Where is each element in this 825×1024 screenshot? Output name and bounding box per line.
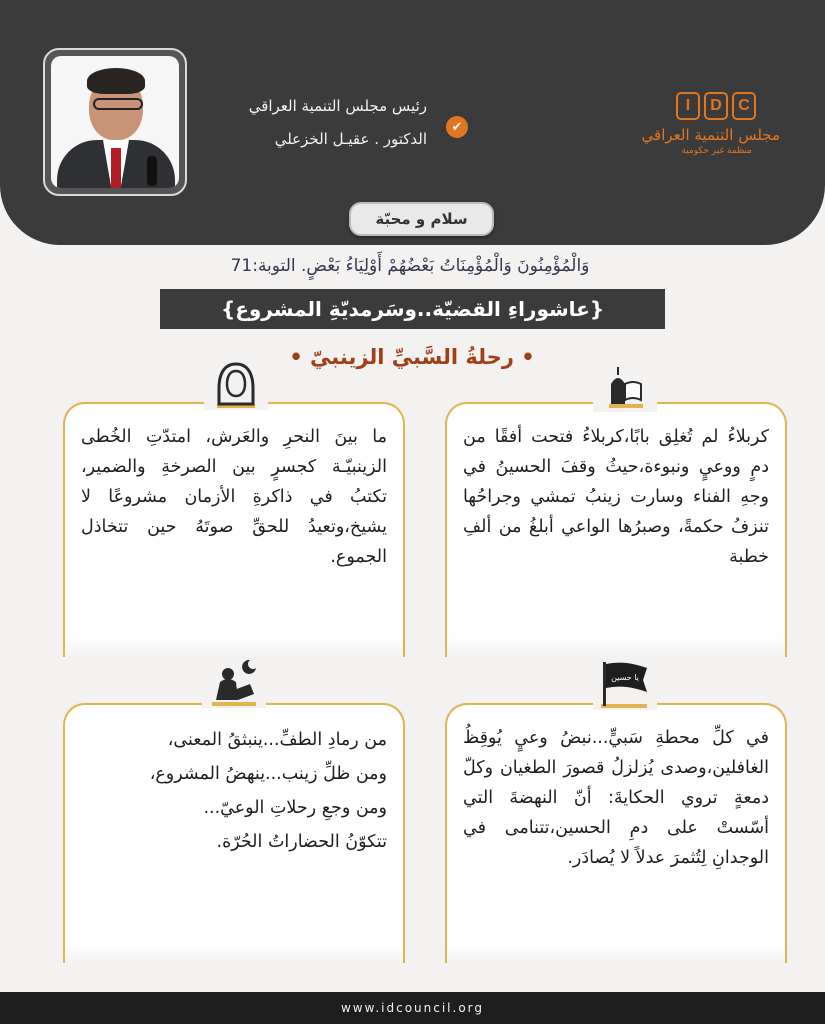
card-text: في كلِّ محطةِ سَبيٍّ...نبضُ وعيٍ يُوقِظُ الغافلين،وصدى يُزلزلُ قصورَ الطغيان وكلّ دمعةٍ تروي الحكايةَ: أنّ النهضةَ التي أسّستْ على دمِ الحسين،تتنامى في الوجدانِ لِتُثمرَ عدلاً لا يُصادَر. (463, 728, 769, 868)
logo-name: مجلس التنمية العراقي (641, 126, 780, 144)
card-bottom-right (445, 703, 787, 963)
flag-text: يا حسين (611, 673, 639, 682)
flag-icon (593, 660, 657, 710)
card-line: تتكوّنُ الحضاراتُ الحُرّة. (216, 832, 387, 852)
veiled-woman-icon (204, 362, 268, 410)
card-top-left (63, 402, 405, 657)
card-line: ومن ظلِّ زينب...ينهضُ المشروع، (149, 764, 387, 784)
footer-url[interactable]: www.idcouncil.org (0, 992, 825, 1024)
profile-photo (43, 48, 187, 196)
person-title: رئيس مجلس التنمية العراقي (248, 97, 427, 115)
card-text: ما بينَ النحرِ والعَرش، امتدّتِ الخُطى الزينبيّـة كجسرٍ بين الصرخةِ والضمير، تكتبُ في ذاكرةِ الأزمان مشروعًا لا يشيخ،وتعيدُ للحقِّ صوتَهُ حين تتخاذل الجموع. (81, 427, 387, 567)
shrine-book-icon (593, 364, 657, 412)
logo-mark: I D C (676, 92, 756, 124)
page-title: {عاشوراءِ القضيّة..وسَرمديّةِ المشروع} (160, 289, 665, 329)
card-top-right (445, 402, 787, 657)
idc-logo (640, 92, 780, 162)
logo-subtitle: منظمة غير حكومية (681, 146, 752, 156)
card-line: ومن وجعِ رحلاتِ الوعيّ... (203, 798, 387, 818)
person-name: الدكتور . عقيـل الخزعلي (274, 130, 427, 148)
card-bottom-left (63, 703, 405, 963)
quran-verse: وَالْمُؤْمِنُونَ وَالْمُؤْمِنَاتُ بَعْضُهُمْ أَوْلِيَاءُ بَعْضٍ. التوبة:71 (230, 256, 590, 276)
check-badge-icon: ✔ (446, 116, 468, 138)
card-text: كربلاءُ لم تُغلِق بابًا،كربلاءُ فتحت أفقًا من دمٍ ووعيٍ ونبوءة،حيثُ وقفَ الحسينُ في وجهِ الفناء وسارت زينبُ تمشي وجراحُها تنزفُ حكمةً، وصبرُها الواعي أبلغُ من ألفِ خطبة (463, 427, 769, 567)
greeting-badge: سلام و محبّة (349, 202, 494, 236)
card-line: من رمادِ الطفِّ...ينبثقُ المعنى، (167, 730, 387, 750)
section-subtitle: • رحلةُ السَّبيِّ الزينبيّ • (289, 345, 535, 369)
praying-figure-icon (202, 654, 266, 708)
